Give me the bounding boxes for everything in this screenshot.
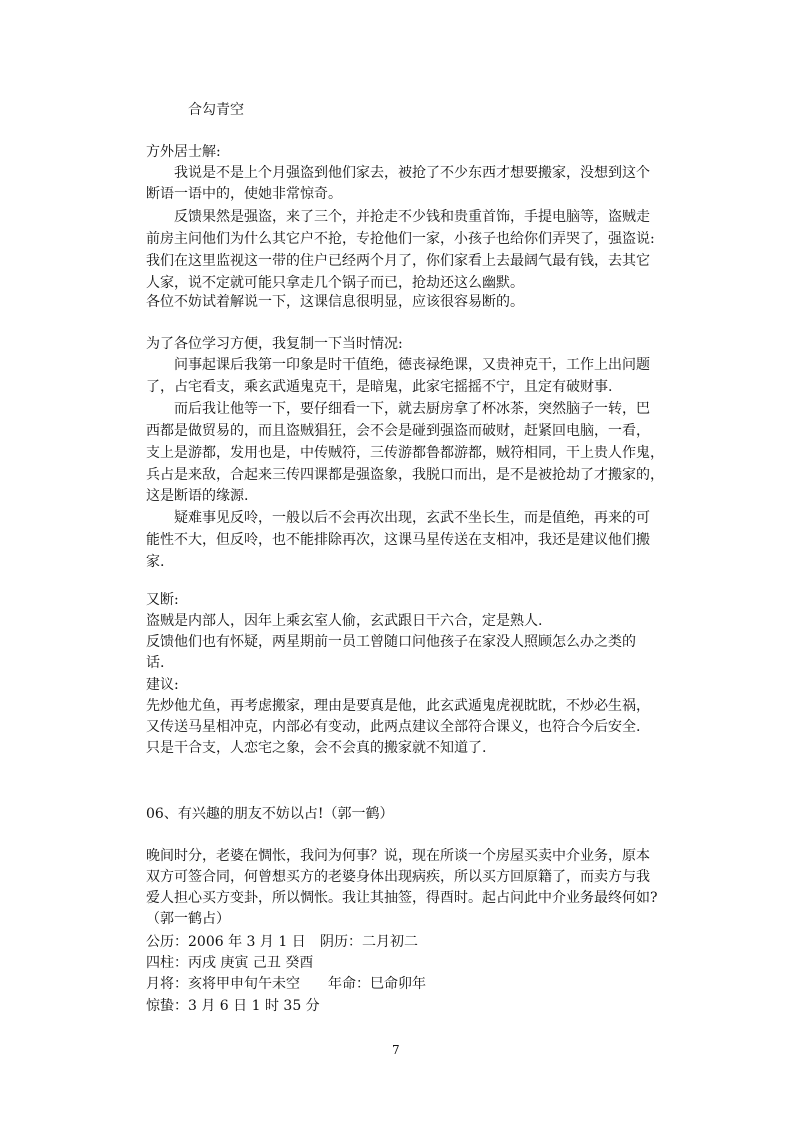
text-line: 双方可签合同，何曾想买方的老婆身体出现病疾，所以买方回原籍了，而卖方与我 [146,869,650,885]
text-line: 支上是游都，发用也是，中传贼符，三传游都鲁都游都，贼符相同，干上贵人作鬼， [146,445,664,461]
text-line: 晚间时分，老婆在惆怅，我问为何事？说，现在所谈一个房屋买卖中介业务，原本 [146,848,650,864]
text-line: 家. [146,554,165,570]
author-label: 方外居士解: [146,144,221,160]
section-title: 06、有兴趣的朋友不妨以占!（郭一鹤） [146,806,394,822]
text-line: 盗贼是内部人，因年上乘玄室人偷，玄武跟日干六合，定是熟人. [146,613,543,629]
month-general: 月将：亥将甲申旬午未空 [146,976,300,992]
section-label: 建议: [146,677,179,693]
text-line: 能性不大，但反呤，也不能排除再次，这课马星传送在支相冲，我还是建议他们搬 [146,532,650,548]
text-line: 只是干合支，人恋宅之象，会不会真的搬家就不知道了. [146,740,487,756]
text-line: 兵占是来敌，合起来三传四课都是强盗象，我脱口而出，是不是被抢劫了才搬家的， [146,467,664,483]
text-line: 前房主问他们为什么其它户不抢，专抢他们一家，小孩子也给你们弄哭了，强盗说: [146,231,655,247]
text-line: 反馈果然是强盗，来了三个，并抢走不少钱和贵重首饰，手提电脑等，盗贼走 [174,209,650,225]
text-line: 反馈他们也有怀疑，两星期前一员工曾随口问他孩子在家没人照顾怎么办之类的 [146,634,636,650]
text-line: 人家，说不定就可能只拿走几个锅子而已，抢劫还这么幽默。 [146,275,524,291]
text-line: 话. [146,655,165,671]
four-pillars: 四柱：丙戌 庚寅 己丑 癸酉 [146,955,314,971]
life-year: 年命：巳命卯年 [328,976,426,992]
text-line: 我说是不是上个月强盗到他们家去，被抢了不少东西才想要搬家，没想到这个 [174,165,650,181]
text-line: 各位不妨试着解说一下，这课信息很明显，应该很容易断的。 [146,294,524,310]
text-line: 先炒他尤鱼，再考虑搬家，理由是要真是他，此玄武遁鬼虎视眈眈，不炒必生祸， [146,698,650,714]
text-line: （郭一鹤占） [146,911,230,927]
text-line: 这是断语的缘源. [146,488,249,504]
page-number: 7 [392,1043,400,1057]
text-line: 而后我让他等一下，要仔细看一下，就去厨房拿了杯冰茶，突然脑子一转，巴 [174,401,650,417]
lunar-date: 阴历：二月初二 [320,934,418,950]
solar-date: 公历：2006 年 3 月 1 日 [146,934,306,950]
intro-line: 为了各位学习方便，我复制一下当时情况: [146,336,403,352]
text-line: 西都是做贸易的，而且盗贼猖狂，会不会是碰到强盗而破财，赶紧回电脑，一看， [146,423,650,439]
text-line: 断语一语中的，使她非常惊奇。 [146,186,342,202]
text-line: 问事起课后我第一印象是时干值绝，德丧禄绝课，又贵神克干，工作上出问题 [174,357,650,373]
text-line: 我们在这里监视这一带的住户已经两个月了，你们家看上去最阔气最有钱，去其它 [146,253,650,269]
jingzhe-time: 惊蛰：3 月 6 日 1 时 35 分 [146,998,320,1014]
heading: 合勾青空 [188,102,244,118]
text-line: 疑难事见反呤，一般以后不会再次出现，玄武不坐长生，而是值绝，再来的可 [174,510,650,526]
text-line: 又传送马星相冲克，内部必有变动，此两点建议全部符合课义，也符合今后安全. [146,719,641,735]
section-label: 又断: [146,592,179,608]
text-line: 了，占宅看支，乘玄武遁鬼克干，是暗鬼，此家宅摇摇不宁，且定有破财事. [146,379,613,395]
text-line: 爱人担心买方变卦，所以惆怅。我让其抽签，得酉时。起占问此中介业务最终何如? [146,890,658,906]
